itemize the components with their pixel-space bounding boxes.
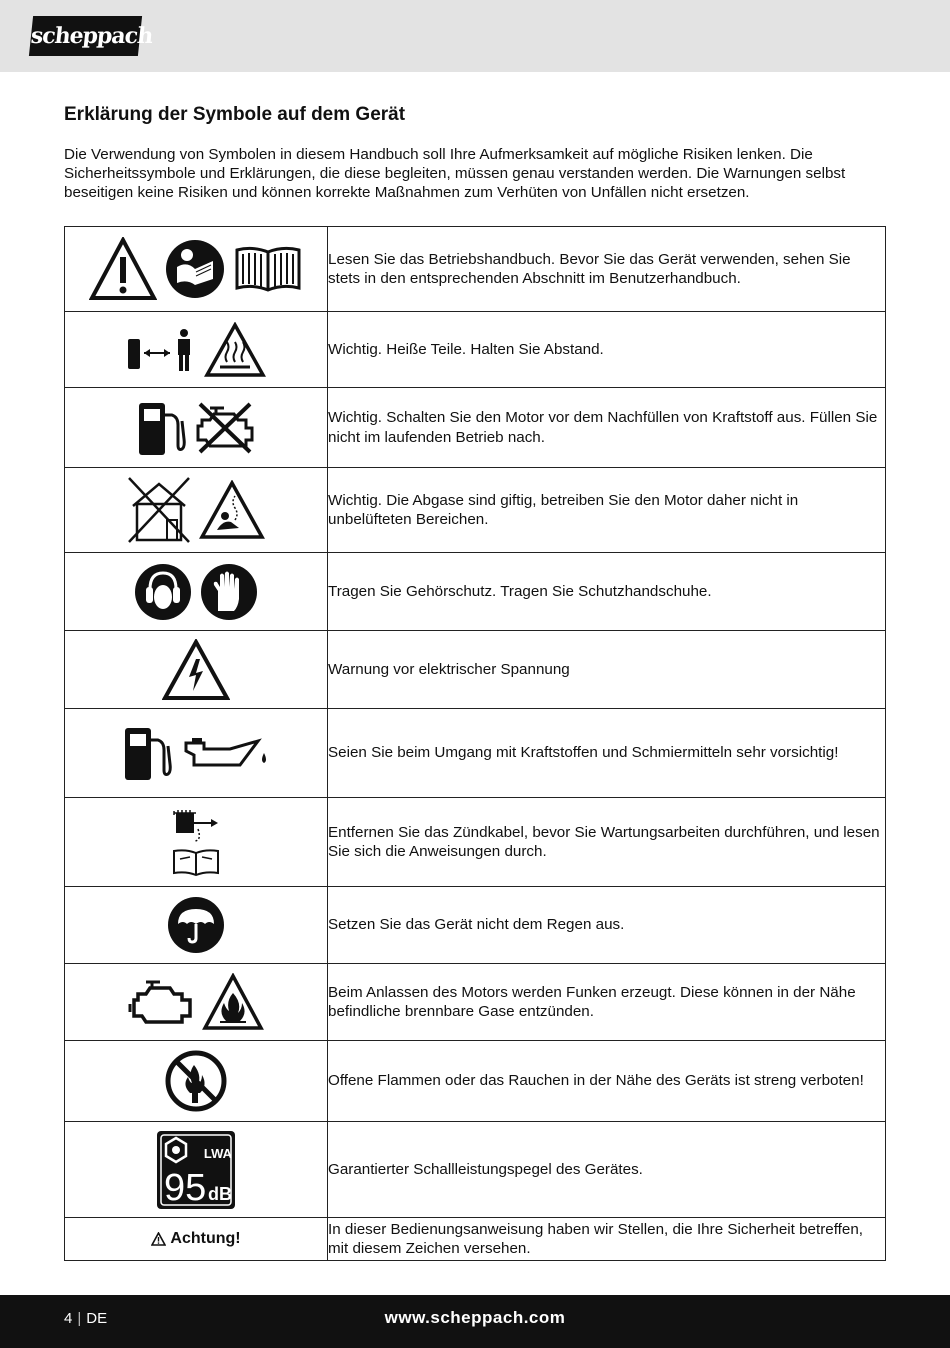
achtung-label: Achtung! (170, 1230, 241, 1247)
sound-level-unit: dB (208, 1183, 232, 1204)
gloves-icon (200, 563, 258, 621)
oil-can-icon (180, 733, 270, 773)
table-row (65, 468, 886, 553)
description-text: Setzen Sie das Gerät nicht dem Regen aus. (328, 887, 886, 964)
description-text: Wichtig. Schalten Sie den Motor vor dem Nachfüllen von Kraftstoff aus. Füllen Sie nicht im laufenden Betrieb nach. (328, 388, 886, 468)
icon-cell (65, 1041, 328, 1122)
engine-off-icon (194, 400, 256, 456)
description-text: Beim Anlassen des Motors werden Funken erzeugt. Diese können in der Nähe befindliche brennbare Gase entzünden. (328, 964, 886, 1041)
table-row (65, 631, 886, 709)
description-text: Offene Flammen oder das Rauchen in der Nähe des Geräts ist streng verboten! (328, 1041, 886, 1122)
description-text: Tragen Sie Gehörschutz. Tragen Sie Schutzhandschuhe. (328, 553, 886, 631)
icon-cell (65, 468, 328, 553)
table-row (65, 1122, 886, 1218)
sound-power-icon (156, 1130, 236, 1210)
language-code: DE (86, 1310, 108, 1327)
icon-cell (65, 798, 328, 887)
table-row (65, 227, 886, 312)
page-footer (0, 1295, 950, 1348)
page-number: 4 (64, 1310, 73, 1327)
table-row (65, 1218, 886, 1261)
table-row (65, 553, 886, 631)
description-text: Garantierter Schallleistungspegel des Gerätes. (328, 1122, 886, 1218)
table-row (65, 312, 886, 388)
warning-triangle-icon (89, 237, 157, 301)
table-row (65, 964, 886, 1041)
table-row (65, 1041, 886, 1122)
umbrella-icon (167, 896, 225, 954)
fuel-pump-icon (136, 399, 186, 457)
engine-icon (128, 978, 194, 1026)
description-text: Lesen Sie das Betriebshandbuch. Bevor Sie das Gerät verwenden, sehen Sie stets in den entsprechenden Abschnitt im Benutzerhandbuch. (328, 227, 886, 312)
icon-cell (65, 1122, 328, 1218)
ear-protection-icon (134, 563, 192, 621)
icon-cell (65, 227, 328, 312)
icon-cell (65, 887, 328, 964)
description-text: Warnung vor elektrischer Spannung (328, 631, 886, 709)
brand-logo: scheppach (29, 16, 142, 56)
keep-distance-icon (126, 327, 196, 373)
icon-cell (65, 312, 328, 388)
symbols-table (64, 226, 886, 1261)
icon-cell (65, 964, 328, 1041)
open-book-icon (233, 244, 303, 294)
description-text: In dieser Bedienungsanweisung haben wir Stellen, die Ihre Sicherheit betreffen, mit diesem Zeichen versehen. (328, 1218, 886, 1261)
icon-cell (65, 388, 328, 468)
hot-surface-icon (204, 322, 266, 378)
icon-cell (65, 631, 328, 709)
no-indoor-use-icon (127, 476, 191, 544)
table-row (65, 709, 886, 798)
flammable-icon (202, 973, 264, 1031)
description-text: Entfernen Sie das Zündkabel, bevor Sie Wartungsarbeiten durchführen, und lesen Sie sich die Anweisungen durch. (328, 798, 886, 887)
description-text: Wichtig. Die Abgase sind giftig, betreiben Sie den Motor daher nicht in unbelüfteten Bereichen. (328, 468, 886, 553)
description-text: Wichtig. Heiße Teile. Halten Sie Abstand. (328, 312, 886, 388)
footer-separator: | (77, 1310, 82, 1327)
intro-paragraph: Die Verwendung von Symbolen in diesem Handbuch soll Ihre Aufmerksamkeit auf mögliche Risiken lenken. Die Sicherheitssymbole und Erklärungen, die diese begleiten, müssen genau verstanden werden. Die Warnungen selbst beseitigen keine Risiken und können korrekte Maßnahmen zum Verhüten von Unfällen nicht ersetzen. (64, 146, 846, 201)
read-manual-circle-icon (165, 239, 225, 299)
caution-icon (151, 1232, 166, 1246)
fuel-pump-icon (122, 724, 172, 782)
page-header (0, 0, 950, 72)
icon-cell (65, 553, 328, 631)
description-text: Seien Sie beim Umgang mit Kraftstoffen und Schmiermitteln sehr vorsichtig! (328, 709, 886, 798)
electric-voltage-icon (162, 639, 230, 701)
icon-cell (65, 709, 328, 798)
table-row (65, 388, 886, 468)
sound-level-value: 95 (164, 1166, 207, 1209)
website-link[interactable]: www.scheppach.com (384, 1308, 566, 1327)
page-title: Erklärung der Symbole auf dem Gerät (64, 104, 406, 125)
sound-level-label: LWA (203, 1145, 233, 1161)
spark-plug-manual-icon (168, 807, 224, 877)
toxic-fumes-icon (199, 480, 265, 540)
no-open-flame-icon (164, 1049, 228, 1113)
table-row (65, 887, 886, 964)
icon-cell (65, 1218, 328, 1261)
table-row (65, 798, 886, 887)
